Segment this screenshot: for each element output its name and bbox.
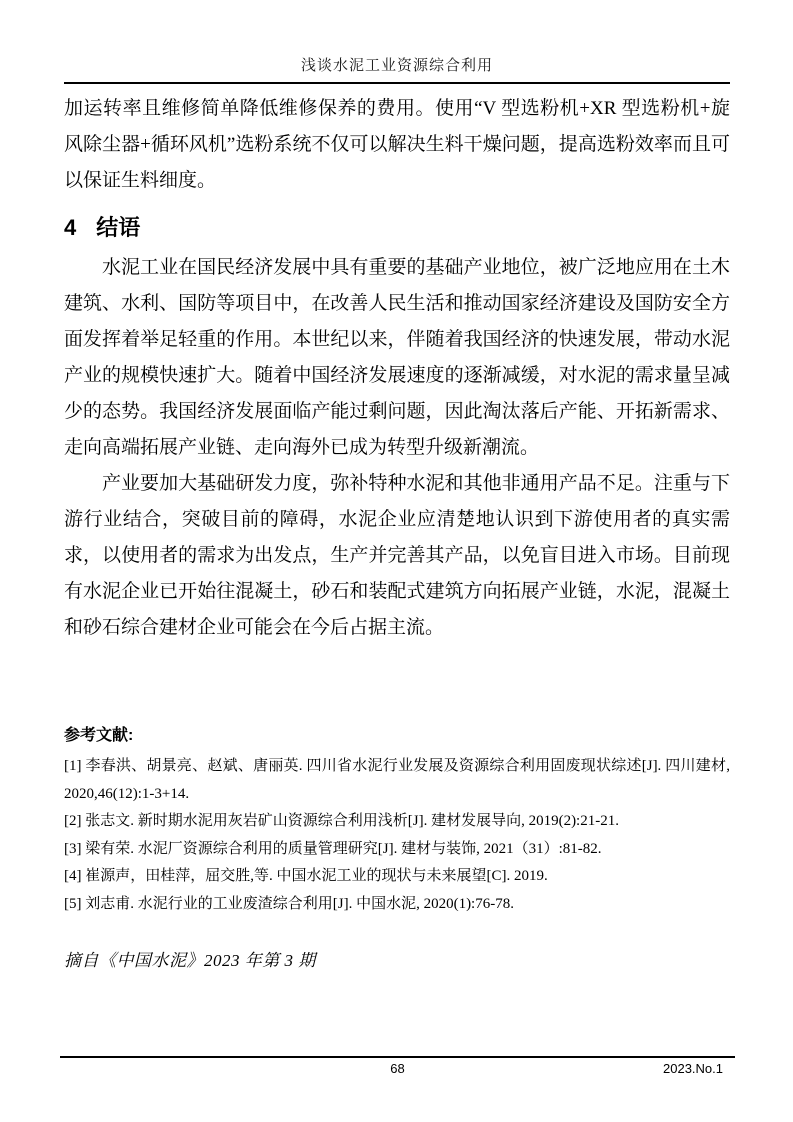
section-heading <box>64 211 730 242</box>
issue-number: 2023.No.1 <box>663 1061 723 1076</box>
running-header-title: 浅谈水泥工业资源综合利用 <box>300 58 493 74</box>
reference-item-5: [5] 刘志甫. 水泥行业的工业废渣综合利用[J]. 中国水泥, 2020(1):76-78. <box>64 895 514 912</box>
references-heading: 参考文献: <box>64 727 134 744</box>
header-rule <box>64 82 730 84</box>
body-paragraph-2: 产业要加大基础研发力度，弥补特种水泥和其他非通用产品不足。注重与下游行业结合，突破目前的障碍，水泥企业应清楚地认识到下游使用者的真实需求，以使用者的需求为出发点，生产并完善其产品，以免盲目进入市场。目前现有水泥企业已开始往混凝土，砂石和装配式建筑方向拓展产业链，水泥，混凝土和砂石综合建材企业可能会在今后占据主流。 <box>64 473 730 638</box>
reference-item-2: [2] 张志文. 新时期水泥用灰岩矿山资源综合利用浅析[J]. 建材发展导向, 2019(2):21-21. <box>64 813 619 829</box>
intro-paragraph: 加运转率且维修简单降低维修保养的费用。使用“V 型选粉机+XR 型选粉机+旋风除尘器+循环风机”选粉系统不仅可以解决生料干燥问题，提高选粉效率而且可以保证生料细度。 <box>64 98 730 191</box>
page-number: 68 <box>390 1061 405 1076</box>
source-note: 摘自《中国水泥》2023 年第 3 期 <box>64 951 316 970</box>
section-title: 结语 <box>96 215 141 240</box>
body-paragraph-1: 水泥工业在国民经济发展中具有重要的基础产业地位，被广泛地应用在土木建筑、水利、国防等项目中，在改善人民生活和推动国家经济建设及国防安全方面发挥着举足轻重的作用。本世纪以来，伴随着我国经济的快速发展，带动水泥产业的规模快速扩大。随着中国经济发展速度的逐渐减缓，对水泥的需求量呈减少的态势。我国经济发展面临产能过剩问题，因此淘汰落后产能、开拓新需求、走向高端拓展产业链、走向海外已成为转型升级新潮流。 <box>64 257 730 458</box>
reference-item-4: [4] 崔源声，田桂萍，屈交胜,等. 中国水泥工业的现状与未来展望[C]. 2019. <box>64 868 548 884</box>
page-content <box>64 0 730 646</box>
reference-item-3: [3] 梁有荣. 水泥厂资源综合利用的质量管理研究[J]. 建材与装饰, 2021（31）:81-82. <box>64 840 602 857</box>
page-footer <box>60 1061 735 1081</box>
footer-rule <box>60 1056 735 1058</box>
references-section <box>64 722 730 918</box>
reference-item-1: [1] 李春洪、胡景亮、赵斌、唐丽英. 四川省水泥行业发展及资源综合利用固废现状综述[J]. 四川建材, 2020,46(12):1-3+14. <box>64 758 730 802</box>
section-number: 4 <box>64 215 77 240</box>
